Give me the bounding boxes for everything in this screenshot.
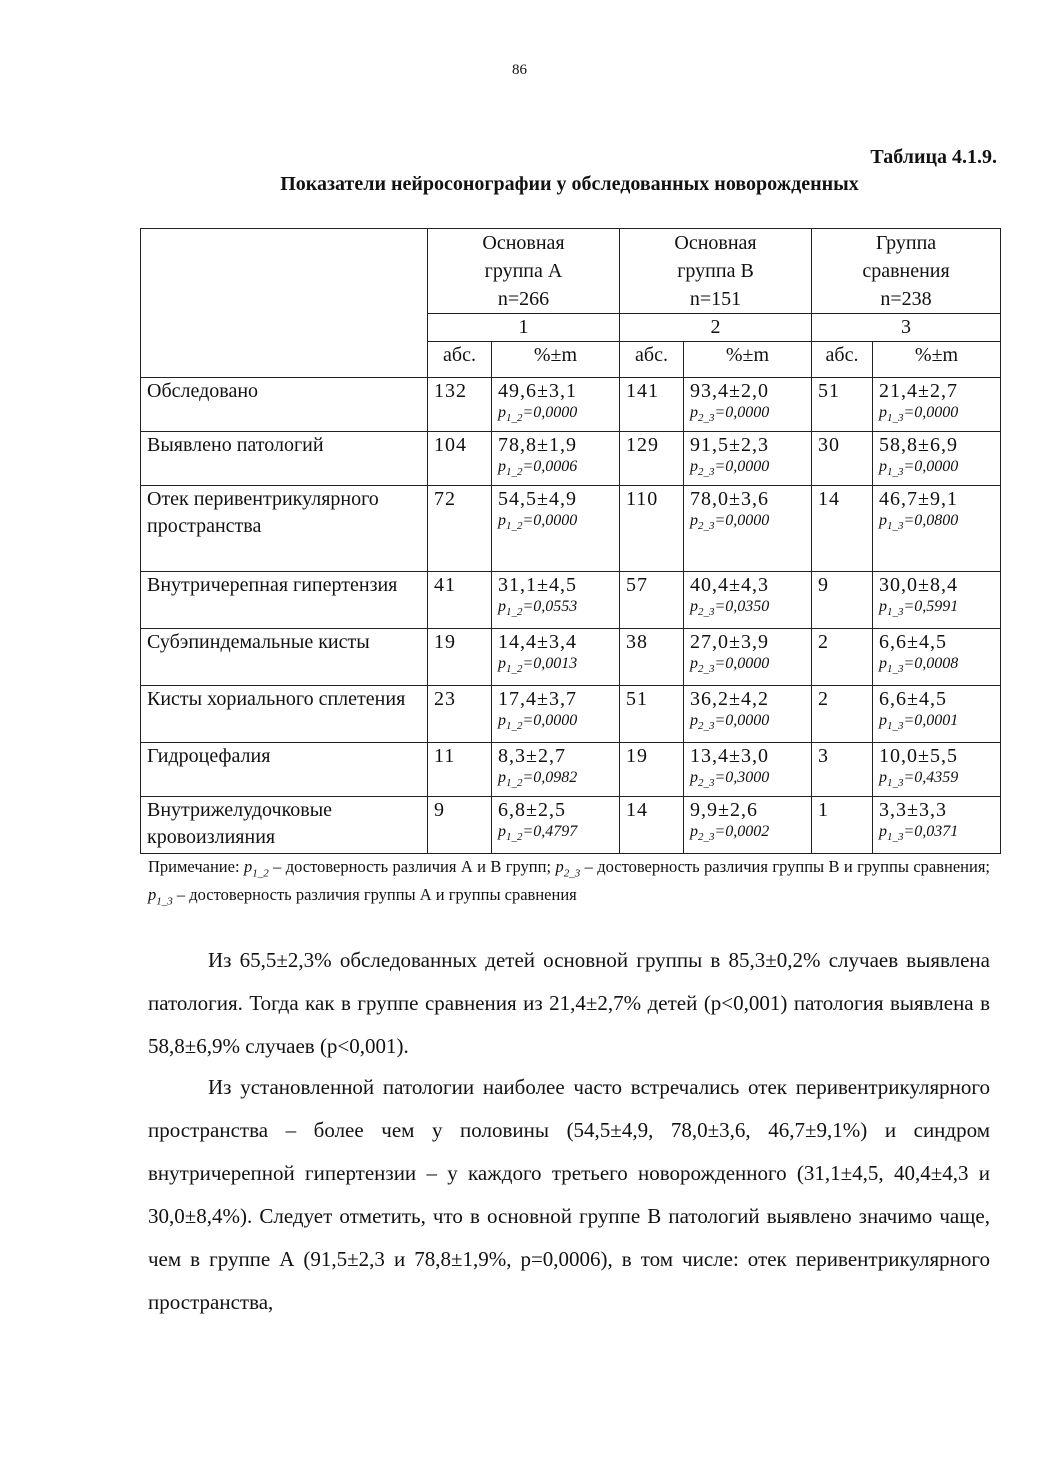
paragraph-1-text: Из 65,5±2,3% обследованных детей основной группы в 85,3±0,2% случаев выявлена патология. Тогда как в группе сравнения из 21,4±2,7% детей (p<0,001) патология выявлена в 58,8±6,9% случаев (p<0,001).	[148, 948, 990, 1058]
abs-value: 23	[428, 686, 492, 743]
pct-value: 78,0±3,6	[690, 488, 769, 510]
pct-value: 6,6±4,5	[879, 631, 947, 653]
abs-value: 57	[620, 572, 684, 629]
group-name-line1: Основная	[482, 232, 565, 254]
p-value: $p_{1\_2}=0,0000$	[498, 512, 578, 533]
row-label: Отек перивентрикулярного пространства	[141, 486, 428, 572]
pct-value: 6,8±2,5	[498, 799, 566, 821]
row-label: Гидроцефалия	[141, 743, 428, 797]
row-label: Внутрижелудочковые кровоизлияния	[141, 797, 428, 854]
pct-value: 13,4±3,0	[690, 745, 769, 767]
p-value: $p_{1\_2}=0,0000$	[498, 712, 578, 733]
pct-value: 49,6±3,1	[498, 380, 577, 402]
abs-value: 19	[620, 743, 684, 797]
subheader-abs: абс.	[428, 342, 492, 378]
pct-cell	[492, 432, 620, 486]
pct-cell	[873, 486, 1001, 572]
pct-value: 78,8±1,9	[498, 434, 577, 456]
pct-value: 17,4±3,7	[498, 688, 577, 710]
table-note: Примечание: $p_{1\_2}$ – достоверность различия А и В групп; $p_{2\_3}$ – достоверность различия группы В и группы сравнения; $p_{1\_3}$ – достоверность различия группы А и группы сравнения	[148, 857, 990, 908]
pct-cell	[873, 797, 1001, 854]
abs-value: 2	[812, 629, 873, 686]
abs-value: 72	[428, 486, 492, 572]
row-label: Внутричерепная гипертензия	[141, 572, 428, 629]
table-title: Показатели нейросонографии у обследованных новорожденных	[280, 173, 859, 195]
group-n: n=238	[880, 288, 932, 310]
group-n: n=151	[689, 288, 742, 310]
pct-cell	[492, 797, 620, 854]
p-value: $p_{2\_3}=0,0000$	[690, 512, 770, 533]
abs-value: 14	[812, 486, 873, 572]
row-label: Кисты хориального сплетения	[141, 686, 428, 743]
abs-value: 38	[620, 629, 684, 686]
p-value: $p_{1\_2}=0,0013$	[498, 655, 578, 676]
p-value: $p_{1\_3}=0,0008$	[879, 655, 959, 676]
abs-value: 51	[620, 686, 684, 743]
table-row	[141, 378, 1001, 432]
subheader-pct: %±m	[873, 342, 1001, 378]
pct-cell	[873, 686, 1001, 743]
pct-cell	[684, 432, 812, 486]
p-value: $p_{1\_3}=0,0001$	[879, 712, 959, 733]
pct-cell	[684, 686, 812, 743]
abs-value: 129	[620, 432, 684, 486]
table-row	[141, 743, 1001, 797]
p-value: $p_{2\_3}=0,0000$	[690, 712, 770, 733]
p-value: $p_{1\_3}=0,4359$	[879, 769, 959, 790]
table-row	[141, 486, 1001, 572]
pct-value: 46,7±9,1	[879, 488, 958, 510]
group-n: n=266	[497, 288, 550, 310]
subheader-abs: абс.	[620, 342, 684, 378]
group-index: 2	[620, 314, 812, 342]
pct-cell	[684, 572, 812, 629]
pct-value: 9,9±2,6	[690, 799, 758, 821]
abs-value: 2	[812, 686, 873, 743]
group-name-line2: сравнения	[862, 260, 950, 282]
p-value: $p_{1\_3}=0,0371$	[879, 823, 959, 844]
pct-cell	[873, 378, 1001, 432]
p-value: $p_{1\_2}=0,4797$	[498, 823, 578, 844]
paragraph-2	[148, 1066, 990, 1324]
pct-cell	[873, 432, 1001, 486]
pct-value: 14,4±3,4	[498, 631, 577, 653]
abs-value: 132	[428, 378, 492, 432]
group-index: 3	[812, 314, 1001, 342]
pct-value: 93,4±2,0	[690, 380, 769, 402]
row-label: Выявлено патологий	[141, 432, 428, 486]
p-value: $p_{1\_2}=0,0553$	[498, 598, 578, 619]
subheader-pct: %±m	[492, 342, 620, 378]
neurosonography-table	[140, 228, 1001, 854]
group-name-line1: Группа	[875, 232, 937, 254]
p-value: $p_{2\_3}=0,0000$	[690, 655, 770, 676]
pct-cell	[492, 378, 620, 432]
table-row	[141, 686, 1001, 743]
pct-cell	[684, 629, 812, 686]
pct-value: 30,0±8,4	[879, 574, 958, 596]
abs-value: 110	[620, 486, 684, 572]
header-empty-cell	[141, 229, 428, 378]
pct-cell	[873, 572, 1001, 629]
group-index: 1	[428, 314, 620, 342]
pct-value: 10,0±5,5	[879, 745, 958, 767]
p-value: $p_{2\_3}=0,0000$	[690, 458, 770, 479]
abs-value: 11	[428, 743, 492, 797]
abs-value: 3	[812, 743, 873, 797]
pct-cell	[684, 378, 812, 432]
p-value: $p_{1\_2}=0,0982$	[498, 769, 578, 790]
group-name-line2: группа А	[484, 260, 563, 282]
pct-cell	[492, 486, 620, 572]
p-value: $p_{2\_3}=0,0002$	[690, 823, 770, 844]
group-header-comparison	[812, 229, 1001, 314]
group-header-a	[428, 229, 620, 314]
table-row	[141, 629, 1001, 686]
pct-value: 54,5±4,9	[498, 488, 577, 510]
p-value: $p_{1\_3}=0,0800$	[879, 512, 959, 533]
pct-value: 21,4±2,7	[879, 380, 958, 402]
p-value: $p_{2\_3}=0,0350$	[690, 598, 770, 619]
p-value: $p_{1\_3}=0,0000$	[879, 404, 959, 425]
p-value: $p_{1\_2}=0,0006$	[498, 458, 578, 479]
pct-value: 8,3±2,7	[498, 745, 566, 767]
group-name-line1: Основная	[674, 232, 757, 254]
subheader-pct: %±m	[684, 342, 812, 378]
p-value: $p_{1\_3}=0,0000$	[879, 458, 959, 479]
abs-value: 19	[428, 629, 492, 686]
pct-cell	[873, 743, 1001, 797]
pct-value: 6,6±4,5	[879, 688, 947, 710]
abs-value: 30	[812, 432, 873, 486]
page-number: 86	[512, 62, 527, 78]
pct-value: 58,8±6,9	[879, 434, 958, 456]
pct-cell	[873, 629, 1001, 686]
pct-value: 36,2±4,2	[690, 688, 769, 710]
table-row	[141, 797, 1001, 854]
row-label: Обследовано	[141, 378, 428, 432]
abs-value: 104	[428, 432, 492, 486]
abs-value: 141	[620, 378, 684, 432]
paragraph-2-text: Из установленной патологии наиболее часто встречались отек перивентрикулярного пространства – более чем у половины (54,5±4,9, 78,0±3,6, 46,7±9,1%) и синдром внутричерепной гипертензии – у каждого третьего новорожденного (31,1±4,5, 40,4±4,3 и 30,0±8,4%). Следует отметить, что в основной группе В патологий выявлено значимо чаще, чем в группе А (91,5±2,3 и 78,8±1,9%, p=0,0006), в том числе: отек перивентрикулярного пространства,	[148, 1075, 990, 1314]
pct-value: 3,3±3,3	[879, 799, 947, 821]
pct-cell	[684, 486, 812, 572]
table-row	[141, 572, 1001, 629]
pct-value: 91,5±2,3	[690, 434, 769, 456]
row-label: Субэпиндемальные кисты	[141, 629, 428, 686]
group-name-line2: группа В	[677, 260, 754, 282]
abs-value: 51	[812, 378, 873, 432]
abs-value: 1	[812, 797, 873, 854]
group-header-b	[620, 229, 812, 314]
p-value: $p_{2\_3}=0,3000$	[690, 769, 770, 790]
abs-value: 9	[812, 572, 873, 629]
pct-value: 31,1±4,5	[498, 574, 577, 596]
pct-value: 40,4±4,3	[690, 574, 769, 596]
pct-cell	[492, 686, 620, 743]
p-value: $p_{1\_2}=0,0000$	[498, 404, 578, 425]
abs-value: 14	[620, 797, 684, 854]
abs-value: 41	[428, 572, 492, 629]
table-label: Таблица 4.1.9.	[870, 146, 997, 168]
pct-cell	[492, 629, 620, 686]
pct-cell	[492, 743, 620, 797]
paragraph-1	[148, 939, 990, 1068]
p-value: $p_{1\_3}=0,5991$	[879, 598, 959, 619]
subheader-abs: абс.	[812, 342, 873, 378]
table-header-row-groups	[141, 229, 1001, 314]
pct-value: 27,0±3,9	[690, 631, 769, 653]
p-value: $p_{2\_3}=0,0000$	[690, 404, 770, 425]
pct-cell	[684, 797, 812, 854]
pct-cell	[684, 743, 812, 797]
table-row	[141, 432, 1001, 486]
abs-value: 9	[428, 797, 492, 854]
pct-cell	[492, 572, 620, 629]
